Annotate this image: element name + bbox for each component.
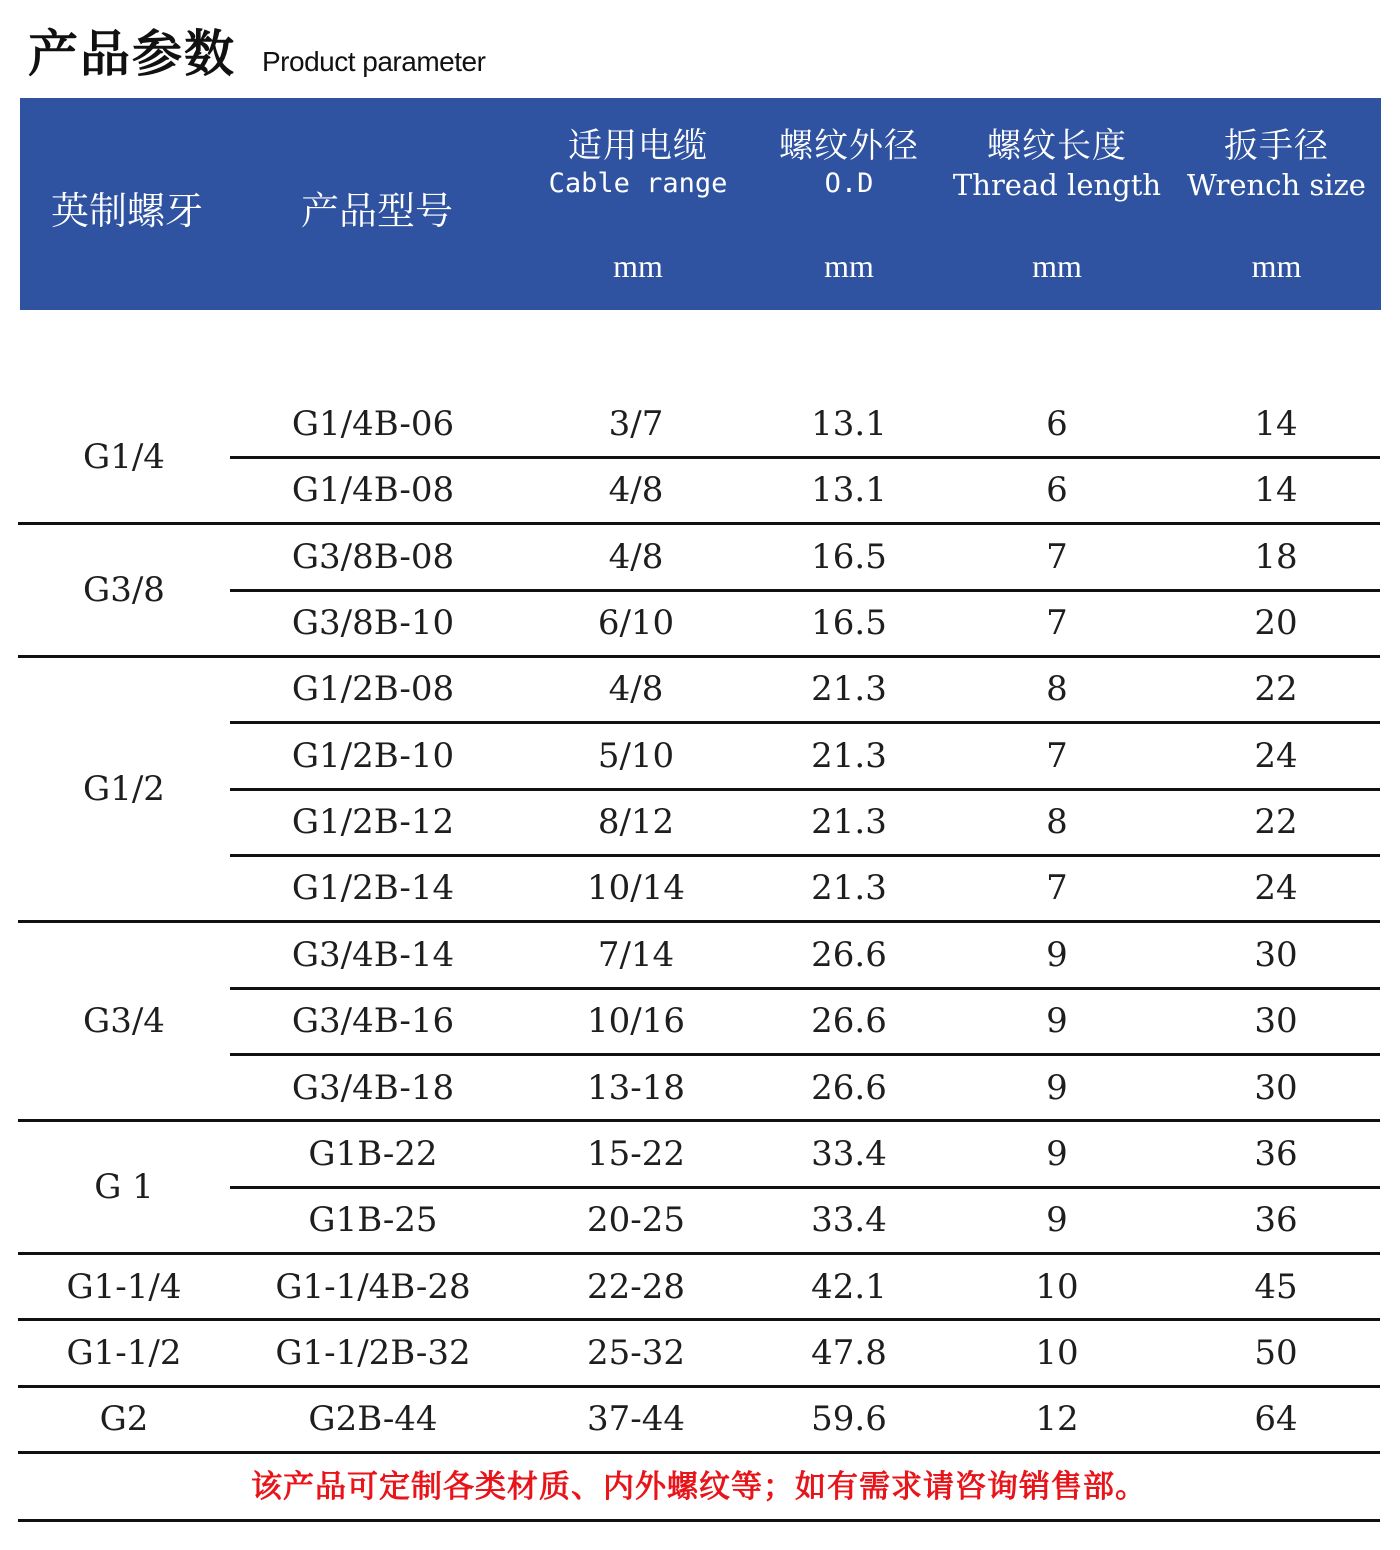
cell-model: G2B-44 [308,1399,438,1440]
cell-model: G1B-22 [308,1133,438,1174]
cell-wrench-size: 64 [1254,1399,1298,1440]
cell-wrench-size: 18 [1254,536,1298,577]
cell-od: 59.6 [811,1399,887,1440]
cell-od: 47.8 [811,1332,887,1373]
cell-thread-length: 8 [1046,669,1068,710]
cell-od: 16.5 [811,603,887,644]
cell-cable-range: 7/14 [597,934,675,975]
cell-od: 33.4 [811,1133,887,1174]
cell-thread-length: 9 [1046,1001,1068,1042]
header-wrench-size-en: Wrench size [1187,168,1366,202]
cell-model: G1/2B-14 [291,868,455,909]
cell-cable-range: 37-44 [586,1399,685,1440]
header-wrench-size-unit: mm [1251,248,1302,284]
cell-cable-range: 4/8 [608,470,664,511]
cell-thread-length: 7 [1046,536,1068,577]
cell-wrench-size: 14 [1254,470,1298,511]
header-thread-length-en: Thread length [952,168,1162,202]
cell-cable-range: 10/14 [587,868,685,909]
cell-thread: G3/8 [83,570,165,611]
header-thread-length-unit: mm [1032,248,1082,284]
cell-cable-range: 4/8 [608,536,664,577]
cell-wrench-size: 45 [1254,1266,1298,1307]
cell-thread-length: 12 [1035,1399,1079,1440]
cell-od: 13.1 [811,470,887,511]
cell-thread: G2 [99,1399,149,1440]
header-od [756,98,942,310]
header-cable-range-zh: 适用电缆 [568,126,708,166]
custom-order-note: 该产品可定制各类材质、内外螺纹等；如有需求请咨询销售部。 [251,1469,1147,1505]
header-thread-length-zh: 螺纹长度 [987,126,1127,166]
header-wrench-size-zh: 扳手径 [1224,126,1329,166]
cell-cable-range: 8/12 [597,802,675,843]
cell-cable-range: 6/10 [597,603,675,644]
cell-od: 21.3 [811,802,887,843]
cell-thread-length: 7 [1046,603,1068,644]
cell-cable-range: 10/16 [587,1001,685,1042]
cell-thread-length: 7 [1046,735,1068,776]
cell-model: G1/2B-12 [291,802,455,843]
header-cable-range [520,98,756,310]
cell-model: G3/4B-14 [291,934,455,975]
cell-od: 33.4 [811,1200,887,1241]
cell-wrench-size: 22 [1254,669,1298,710]
cell-wrench-size: 30 [1254,934,1298,975]
cell-model: G1-1/2B-32 [275,1332,471,1373]
page-title [28,14,485,84]
cell-thread: G 1 [94,1167,154,1208]
cell-thread: G1-1/2 [66,1333,182,1374]
header-cable-range-en: Cable range [548,168,728,199]
cell-od: 13.1 [811,404,887,444]
cell-model: G1B-25 [308,1200,438,1241]
cell-od: 26.6 [811,1067,887,1108]
cell-cable-range: 3/7 [608,404,664,444]
header-model [234,98,520,310]
cell-model: G1/4B-06 [291,404,455,444]
cell-thread: G1/4 [83,437,165,478]
page-title-en: Product parameter [262,46,486,77]
cell-thread-length: 10 [1035,1332,1079,1373]
cell-thread: G3/4 [83,1001,165,1042]
cell-wrench-size: 14 [1254,404,1298,444]
header-thread-label: 英制螺牙 [50,189,203,233]
page-title-zh: 产品参数 [28,25,236,83]
cell-wrench-size: 24 [1254,735,1298,776]
cell-thread-length: 10 [1035,1266,1079,1307]
cell-model: G1/2B-08 [291,669,455,710]
header-thread-length [942,98,1172,310]
header-od-zh: 螺纹外径 [779,126,919,166]
cell-wrench-size: 24 [1254,868,1298,909]
cell-wrench-size: 22 [1254,802,1298,843]
cell-cable-range: 13-18 [586,1067,685,1108]
cell-od: 26.6 [811,934,887,975]
cell-thread-length: 6 [1046,404,1068,444]
table-header [20,98,1381,310]
cell-wrench-size: 30 [1254,1001,1298,1042]
cell-thread-length: 9 [1046,934,1068,975]
cell-od: 42.1 [811,1266,887,1307]
cell-thread: G1-1/4 [66,1266,182,1307]
cell-model: G1-1/4B-28 [275,1266,471,1307]
header-cable-range-unit: mm [613,248,663,284]
cell-od: 21.3 [811,735,887,776]
cell-model: G3/8B-10 [291,603,455,644]
cell-cable-range: 22-28 [586,1266,685,1307]
cell-thread-length: 9 [1046,1200,1068,1241]
header-model-label: 产品型号 [300,189,453,233]
cell-model: G3/4B-18 [291,1067,455,1108]
cell-cable-range: 15-22 [586,1133,685,1174]
cell-model: G3/8B-08 [291,536,455,577]
cell-wrench-size: 20 [1254,603,1298,644]
cell-od: 16.5 [811,536,887,577]
cell-thread-length: 7 [1046,868,1068,909]
cell-cable-range: 20-25 [586,1200,685,1241]
cell-wrench-size: 30 [1254,1067,1298,1108]
header-thread [20,98,234,310]
cell-thread-length: 8 [1046,802,1068,843]
cell-thread: G1/2 [83,769,165,810]
header-od-unit: mm [824,248,874,284]
cell-wrench-size: 36 [1254,1133,1298,1174]
cell-model: G1/2B-10 [291,735,455,776]
cell-od: 21.3 [811,868,887,909]
group-divider [18,1451,1380,1454]
cell-thread-length: 9 [1046,1067,1068,1108]
header-wrench-size [1172,98,1381,310]
table-bottom-rule [18,1519,1380,1522]
header-od-en: O.D [824,168,874,199]
cell-cable-range: 5/10 [597,735,675,776]
cell-model: G3/4B-16 [291,1001,455,1042]
cell-cable-range: 25-32 [586,1332,685,1373]
cell-od: 26.6 [811,1001,887,1042]
cell-od: 21.3 [811,669,887,710]
cell-cable-range: 4/8 [608,669,664,710]
cell-thread-length: 9 [1046,1133,1068,1174]
cell-wrench-size: 36 [1254,1200,1298,1241]
cell-thread-length: 6 [1046,470,1068,511]
cell-wrench-size: 50 [1254,1332,1298,1373]
cell-model: G1/4B-08 [291,470,455,511]
